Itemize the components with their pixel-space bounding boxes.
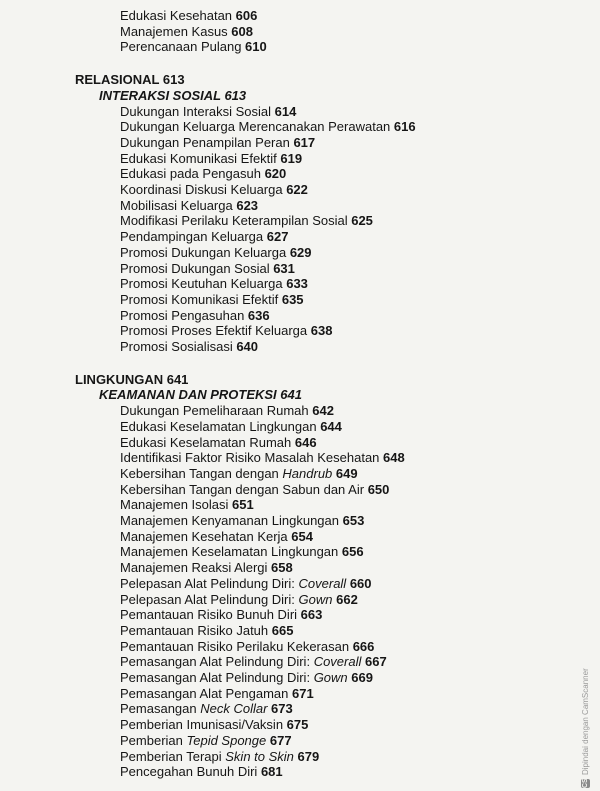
entry-page-number: 636: [247, 307, 270, 323]
toc-entry: [120, 198, 258, 214]
entry-title: Pemasangan: [120, 701, 201, 717]
entry-page-number: 662: [336, 591, 358, 607]
entry-title: Edukasi Kesehatan: [120, 8, 236, 23]
entry-title: Manajemen Keselamatan Lingkungan: [120, 544, 342, 560]
entry-title: Manajemen Kenyamanan Lingkungan: [120, 513, 343, 528]
entry-page-number: 617: [293, 134, 316, 150]
entry-italic-term: Neck Collar: [200, 701, 268, 717]
entry-page-number: 635: [281, 291, 304, 307]
entry-title: Promosi Keutuhan Keluarga: [120, 276, 287, 292]
entry-page-number: 681: [260, 764, 283, 780]
toc-entry: [120, 607, 322, 623]
entry-title: Promosi Komunikasi Efektif: [120, 291, 282, 307]
entry-page-number: 646: [294, 434, 317, 450]
toc-entry: [120, 686, 314, 702]
entry-page-number: 675: [286, 717, 309, 733]
toc-entry: [120, 544, 364, 560]
entry-title: Dukungan Penampilan Peran: [120, 134, 294, 150]
entry-title: Kebersihan Tangan dengan Sabun dan Air: [120, 481, 368, 497]
toc-entry: [120, 323, 332, 339]
entry-title: Pemantauan Risiko Jatuh: [120, 622, 272, 638]
entry-page-number: 666: [352, 638, 375, 654]
toc-entry: [120, 529, 313, 545]
entry-page-number: 677: [269, 732, 292, 748]
entry-italic-term: Handrub: [282, 465, 333, 481]
toc-entry: [120, 482, 389, 498]
toc-entry: [120, 623, 293, 639]
toc-entry: [120, 339, 258, 355]
entry-title: Pelepasan Alat Pelindung Diri:: [120, 575, 299, 591]
entry-page-number: 616: [393, 119, 416, 135]
entry-title: Promosi Pengasuhan: [120, 307, 248, 323]
entry-page-number: 649: [335, 465, 358, 481]
toc-entry: [120, 261, 295, 277]
toc-entry: [120, 166, 286, 182]
entry-title: Pelepasan Alat Pelindung Diri:: [120, 591, 299, 607]
toc-entry: [120, 308, 270, 324]
entry-page-number: 663: [300, 607, 323, 623]
entry-page-number: 658: [271, 560, 293, 576]
entry-title: Mobilisasi Keluarga: [120, 197, 237, 213]
toc-entry: [120, 39, 267, 55]
entry-page-number: 650: [367, 481, 390, 497]
entry-italic-term: Gown: [298, 591, 333, 607]
entry-title: Pemantauan Risiko Bunuh Diri: [120, 607, 301, 623]
entry-italic-term: Tepid Sponge: [186, 732, 267, 748]
section-heading: RELASIONAL 613: [75, 72, 185, 88]
toc-entry: [120, 182, 308, 198]
entry-title: Pencegahan Bunuh Diri: [120, 764, 261, 780]
entry-title: Pemasangan Alat Pengaman: [120, 685, 293, 701]
entry-page-number: 622: [286, 182, 308, 197]
entry-title: Manajemen Kasus: [120, 23, 232, 39]
toc-entry: [120, 450, 405, 466]
toc-entry: [120, 639, 374, 655]
toc-entry: [120, 733, 292, 749]
entry-title: Manajemen Isolasi: [120, 497, 232, 513]
entry-title: Edukasi Keselamatan Lingkungan: [120, 418, 321, 434]
entry-title: Pemberian Imunisasi/Vaksin: [120, 717, 287, 733]
toc-entry: [120, 560, 293, 576]
toc-entry: [120, 670, 373, 686]
entry-title: Dukungan Pemeliharaan Rumah: [120, 403, 313, 419]
entry-italic-term: Gown: [313, 670, 348, 685]
entry-page-number: 671: [292, 685, 314, 701]
entry-title: Dukungan Keluarga Merencanakan Perawatan: [120, 119, 394, 135]
camscanner-logo-icon: CS: [581, 778, 589, 788]
entry-italic-term: Coverall: [298, 575, 347, 591]
entry-page-number: 644: [320, 418, 342, 434]
toc-entry: [120, 119, 416, 135]
entry-page-number: 638: [310, 323, 333, 339]
toc-entry: [120, 8, 257, 24]
entry-page-number: 625: [351, 213, 373, 229]
entry-title: Kebersihan Tangan dengan: [120, 465, 283, 481]
entry-page-number: 614: [274, 103, 297, 119]
toc-entry: [120, 403, 334, 419]
toc-entry: [120, 497, 254, 513]
entry-title: Pemasangan Alat Pelindung Diri:: [120, 670, 314, 685]
toc-entry: [120, 717, 308, 733]
entry-page-number: 679: [297, 748, 320, 764]
entry-page-number: 642: [312, 403, 334, 419]
toc-entry: [120, 654, 387, 670]
entry-title: Dukungan Interaksi Sosial: [120, 103, 275, 119]
toc-entry: [120, 419, 342, 435]
entry-page-number: 633: [286, 276, 308, 292]
toc-entry: [120, 592, 358, 608]
toc-entry: [120, 151, 302, 167]
toc-entry: [120, 764, 283, 780]
entry-title: Edukasi pada Pengasuh: [120, 166, 265, 182]
toc-entry: [120, 292, 304, 308]
toc-entry: [120, 701, 293, 717]
scanner-watermark: [578, 668, 592, 788]
toc-entry: [120, 213, 373, 229]
entry-page-number: 608: [231, 23, 253, 39]
entry-title: Promosi Sosialisasi: [120, 339, 237, 354]
entry-title: Perencanaan Pulang: [120, 39, 246, 55]
toc-entry: [120, 513, 364, 529]
entry-title: Edukasi Komunikasi Efektif: [120, 150, 281, 166]
entry-title: Promosi Dukungan Keluarga: [120, 244, 290, 260]
watermark-text: Dipindai dengan CamScanner: [580, 668, 590, 775]
entry-title: Koordinasi Diskusi Keluarga: [120, 182, 287, 197]
entry-title: Pemasangan Alat Pelindung Diri:: [120, 654, 314, 670]
toc-entry: [120, 435, 317, 451]
entry-page-number: 648: [383, 450, 405, 466]
entry-title: Pemantauan Risiko Perilaku Kekerasan: [120, 638, 353, 654]
entry-title: Modifikasi Perilaku Keterampilan Sosial: [120, 213, 352, 229]
entry-title: Promosi Proses Efektif Keluarga: [120, 323, 311, 339]
entry-page-number: 669: [351, 670, 373, 685]
entry-page-number: 653: [342, 513, 365, 528]
entry-page-number: 656: [341, 544, 364, 560]
entry-page-number: 620: [264, 166, 287, 182]
entry-page-number: 627: [266, 229, 289, 245]
entry-title: Manajemen Reaksi Alergi: [120, 560, 272, 576]
entry-title: Identifikasi Faktor Risiko Masalah Kesehatan: [120, 450, 384, 466]
entry-page-number: 665: [271, 622, 294, 638]
entry-page-number: 673: [271, 701, 293, 717]
toc-entry: [120, 104, 296, 120]
toc-entry: [120, 229, 288, 245]
entry-page-number: 623: [236, 197, 259, 213]
entry-page-number: 631: [273, 260, 295, 276]
toc-entry: [120, 276, 308, 292]
toc-entry: [120, 466, 358, 482]
toc-entry: [120, 135, 315, 151]
entry-page-number: 629: [289, 244, 312, 260]
toc-entry: [120, 245, 312, 261]
subsection-heading: KEAMANAN DAN PROTEKSI 641: [99, 387, 302, 403]
entry-page-number: 660: [349, 575, 372, 591]
entry-title: Pemberian Terapi: [120, 748, 226, 764]
entry-title: Edukasi Keselamatan Rumah: [120, 434, 295, 450]
subsection-heading: INTERAKSI SOSIAL 613: [99, 87, 247, 103]
entry-title: Promosi Dukungan Sosial: [120, 260, 274, 276]
toc-entry: [120, 749, 319, 765]
entry-title: Pemberian: [120, 732, 187, 748]
section-heading: LINGKUNGAN 641: [75, 371, 189, 387]
entry-italic-term: Coverall: [313, 654, 362, 670]
toc-entry: [120, 24, 253, 40]
entry-page-number: 654: [291, 528, 313, 544]
entry-italic-term: Skin to Skin: [225, 748, 294, 764]
entry-page-number: 619: [280, 150, 303, 166]
toc-entry: [120, 576, 372, 592]
entry-page-number: 606: [235, 8, 258, 23]
entry-page-number: 667: [365, 654, 387, 670]
entry-page-number: 610: [245, 39, 267, 55]
entry-title: Pendampingan Keluarga: [120, 229, 267, 245]
entry-page-number: 640: [236, 339, 259, 354]
entry-page-number: 651: [232, 497, 254, 513]
entry-title: Manajemen Kesehatan Kerja: [120, 528, 292, 544]
